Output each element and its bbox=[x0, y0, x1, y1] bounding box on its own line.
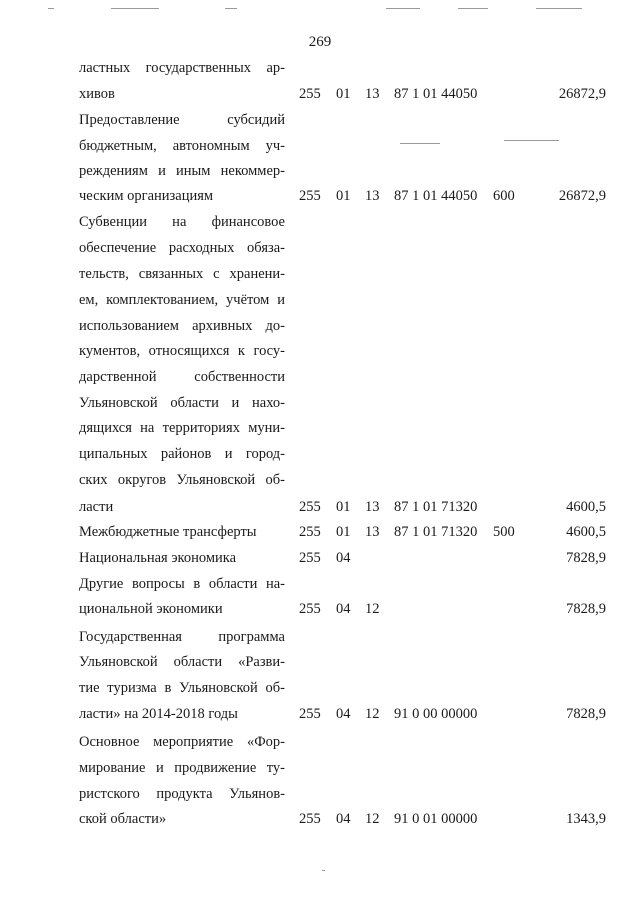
row-name-line: циональной экономики bbox=[79, 601, 223, 617]
cell-ps: 12 bbox=[365, 706, 380, 722]
cell-pr: 04 bbox=[336, 550, 351, 566]
scan-speck bbox=[225, 8, 237, 9]
row-name-line: использованием архивных до- bbox=[79, 318, 285, 334]
cell-vr bbox=[493, 83, 523, 105]
row-name-line: Предоставление субсидий bbox=[79, 112, 285, 128]
cell-sum: 7828,9 bbox=[566, 550, 606, 566]
cell-csr bbox=[394, 598, 489, 620]
cell-sum: 26872,9 bbox=[558, 188, 606, 204]
cell-sum: 1343,9 bbox=[566, 811, 606, 827]
cell-rz: 255 bbox=[299, 499, 321, 515]
cell-rz: 255 bbox=[299, 601, 321, 617]
row-name-line: ластных государственных ар- bbox=[79, 60, 285, 76]
row-name-line: реждениям и иным некоммер- bbox=[79, 163, 285, 179]
row-name-line: Основное мероприятие «Фор- bbox=[79, 734, 285, 750]
row-name-line: кументов, относящихся к госу- bbox=[79, 343, 285, 359]
row-name-line: Межбюджетные трансферты bbox=[79, 524, 257, 540]
scan-speck bbox=[458, 8, 488, 9]
row-name-line: Субвенции на финансовое bbox=[79, 214, 285, 230]
scan-speck bbox=[536, 8, 582, 9]
cell-csr: 87 1 01 71320 bbox=[394, 524, 478, 540]
cell-rz: 255 bbox=[299, 188, 321, 204]
cell-vr bbox=[493, 598, 523, 620]
page-number: 269 bbox=[308, 34, 332, 50]
cell-csr: 87 1 01 44050 bbox=[394, 86, 478, 102]
row-name-line: обеспечение расходных обяза- bbox=[79, 240, 285, 256]
row-name-line: тельств, связанных с хранени- bbox=[79, 266, 285, 282]
cell-vr bbox=[493, 703, 523, 725]
row-name-line: дарственной собственности bbox=[79, 369, 285, 385]
row-name-line: ласти bbox=[79, 499, 114, 515]
row-name-line: мирование и продвижение ту- bbox=[79, 760, 285, 776]
cell-ps: 13 bbox=[365, 499, 380, 515]
cell-rz: 255 bbox=[299, 86, 321, 102]
row-name-line: ем, комплектованием, учётом и bbox=[79, 292, 285, 308]
cell-pr: 04 bbox=[336, 706, 351, 722]
row-name-line: ласти» на 2014-2018 годы bbox=[79, 706, 238, 722]
cell-pr: 04 bbox=[336, 811, 351, 827]
cell-sum: 26872,9 bbox=[558, 86, 606, 102]
cell-rz: 255 bbox=[299, 524, 321, 540]
row-name-line: хивов bbox=[79, 86, 115, 102]
row-name-line: Ульяновской области и нахо- bbox=[79, 395, 285, 411]
row-name-line: ристского продукта Ульянов- bbox=[79, 786, 285, 802]
row-name-line: ских округов Ульяновской об- bbox=[79, 472, 285, 488]
cell-rz: 255 bbox=[299, 706, 321, 722]
row-name-line: Государственная программа bbox=[79, 629, 285, 645]
cell-pr: 04 bbox=[336, 601, 351, 617]
row-name-line: тие туризма в Ульяновской об- bbox=[79, 680, 285, 696]
scan-speck bbox=[504, 140, 559, 141]
cell-csr: 91 0 00 00000 bbox=[394, 706, 478, 722]
scan-speck bbox=[111, 8, 159, 9]
cell-sum: 4600,5 bbox=[566, 524, 606, 540]
row-name-line: ципальных районов и город- bbox=[79, 446, 285, 462]
row-name-line: бюджетным, автономным уч- bbox=[79, 138, 285, 154]
cell-rz: 255 bbox=[299, 550, 321, 566]
cell-ps bbox=[365, 547, 385, 569]
scan-speck bbox=[386, 8, 420, 9]
cell-vr bbox=[493, 547, 523, 569]
row-name-line: дящихся на территориях муни- bbox=[79, 420, 285, 436]
row-name-line: ческим организациям bbox=[79, 188, 214, 204]
cell-csr bbox=[394, 547, 489, 569]
cell-ps: 12 bbox=[365, 811, 380, 827]
cell-pr: 01 bbox=[336, 188, 351, 204]
cell-sum: 7828,9 bbox=[566, 601, 606, 617]
scan-speck bbox=[400, 143, 440, 144]
cell-pr: 01 bbox=[336, 86, 351, 102]
cell-ps: 13 bbox=[365, 188, 380, 204]
cell-ps: 12 bbox=[365, 601, 380, 617]
cell-vr bbox=[493, 496, 523, 518]
cell-sum: 4600,5 bbox=[566, 499, 606, 515]
cell-rz: 255 bbox=[299, 811, 321, 827]
cell-vr: 500 bbox=[493, 524, 515, 540]
cell-ps: 13 bbox=[365, 86, 380, 102]
row-name-line: Национальная экономика bbox=[79, 550, 237, 566]
cell-sum: 7828,9 bbox=[566, 706, 606, 722]
scan-speck bbox=[48, 8, 54, 9]
cell-csr: 87 1 01 71320 bbox=[394, 499, 478, 515]
row-name-line: Ульяновской области «Разви- bbox=[79, 654, 285, 670]
row-name-line: ской области» bbox=[79, 811, 167, 827]
cell-vr: 600 bbox=[493, 188, 515, 204]
cell-pr: 01 bbox=[336, 499, 351, 515]
scan-speck bbox=[322, 870, 325, 871]
cell-vr bbox=[493, 808, 523, 830]
cell-pr: 01 bbox=[336, 524, 351, 540]
cell-ps: 13 bbox=[365, 524, 380, 540]
cell-csr: 91 0 01 00000 bbox=[394, 811, 478, 827]
cell-csr: 87 1 01 44050 bbox=[394, 188, 478, 204]
row-name-line: Другие вопросы в области на- bbox=[79, 576, 285, 592]
